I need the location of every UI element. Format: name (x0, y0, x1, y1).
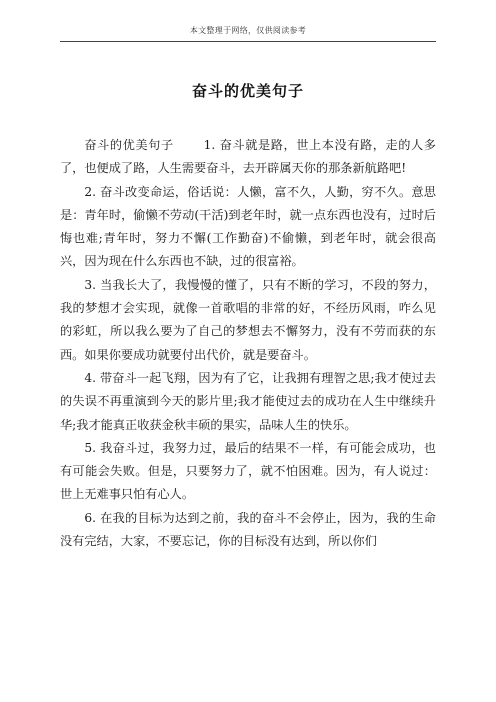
paragraph-2: 2. 奋斗改变命运，俗话说：人懒，富不久，人勤，穷不久。意思是：青年时，偷懒不劳动(干活)到老年时，就一点东西也没有，过时后悔也难;青年时，努力不懈(工作勤奋)不偷懒，到老年时，就会很高兴，因为现在什么东西也不缺，过的很富裕。 (60, 184, 436, 269)
document-title: 奋斗的优美句子 (191, 82, 304, 100)
lead-label: 奋斗的优美句子 (84, 138, 174, 152)
paragraph-1 (60, 134, 436, 181)
header-note: 本文整理于网络，仅供阅读参考 (189, 26, 307, 35)
paragraph-4: 4. 带奋斗一起飞翔，因为有了它，让我拥有理智之思;我才使过去的失误不再重演到今天的影片里;我才能使过去的成功在人生中继续升华;我才能真正收获金秋丰硕的果实，品味人生的快乐。 (60, 370, 436, 432)
paragraph-3: 3. 当我长大了，我慢慢的懂了，只有不断的学习，不段的努力，我的梦想才会实现，就像一首歌唱的非常的好，不经历风雨，咋么见的彩虹，所以我么要为了自己的梦想去不懈努力，没有不劳而获的东西。如果你要成功就要付出代价，就是要奋斗。 (60, 277, 436, 362)
paragraph-6: 6. 在我的目标为达到之前，我的奋斗不会停止，因为，我的生命没有完结，大家，不要忘记，你的目标没有达到，所以你们 (60, 510, 436, 549)
paragraph-1-text: 1. 奋斗就是路，世上本没有路，走的人多了，也便成了路，人生需要奋斗，去开辟属天你的那条新航路吧! (60, 138, 436, 176)
paragraph-5: 5. 我奋斗过，我努力过，最后的结果不一样，有可能会成功，也有可能会失败。但是，只要努力了，就不怕困难。因为，有人说过：世上无难事只怕有心人。 (60, 440, 436, 502)
header-divider (60, 41, 436, 42)
document-body (60, 134, 436, 553)
